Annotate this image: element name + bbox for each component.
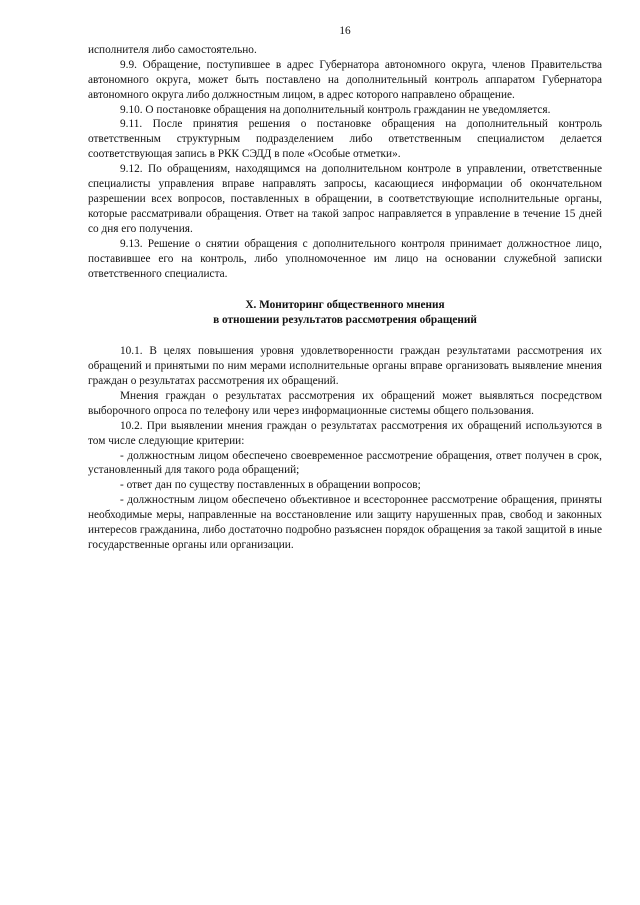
paragraph-9-9: 9.9. Обращение, поступившее в адрес Губернатора автономного округа, членов Правительства автономного округа, может быть поставлено на дополнительный контроль аппаратом Губернатора автономного округа либо должностным лицом, в адрес которого направлено обращение.: [88, 58, 602, 101]
document-page: [88, 24, 602, 553]
paragraph-10-2: 10.2. При выявлении мнения граждан о результатах рассмотрения их обращений используются в том числе следующие критерии:: [88, 419, 602, 447]
paragraph: исполнителя либо самостоятельно.: [88, 43, 257, 56]
paragraph-9-11: 9.11. После принятия решения о постановке обращения на дополнительный контроль ответственным структурным подразделением либо ответственным специалистом делается соответствующая запись в РКК СЭДД в поле «Особые отметки».: [88, 118, 602, 161]
page-number: 16: [339, 25, 351, 37]
paragraph: Мнения граждан о результатах рассмотрения их обращений может выявляться посредством выборочного опроса по телефону или через информационные системы общего пользования.: [88, 389, 602, 417]
paragraph-10-1: 10.1. В целях повышения уровня удовлетворенности граждан результатами рассмотрения их обращений и принятыми по ним мерами исполнительные органы вправе организовать выявление мнения граждан о результатах рассмотрения их обращений.: [88, 345, 602, 388]
section-heading-line-2: в отношении результатов рассмотрения обращений: [213, 314, 477, 327]
list-item: - должностным лицом обеспечено своевременное рассмотрение обращения, ответ получен в срок, установленный для такого рода обращений;: [88, 449, 602, 477]
paragraph-9-13: 9.13. Решение о снятии обращения с дополнительного контроля принимает должностное лицо, поставившее его на контроль, либо уполномоченное им лицо на основании служебной записки ответственного специалиста.: [88, 237, 602, 280]
section-heading: [88, 298, 602, 328]
list-item: - ответ дан по существу поставленных в обращении вопросов;: [120, 479, 421, 492]
list-item: - должностным лицом обеспечено объективное и всестороннее рассмотрение обращения, приняты необходимые меры, направленные на восстановление или защиту нарушенных прав, свобод и законных интересов гражданина, либо достаточно подробно разъяснен порядок обращения за такой защитой в иные государственные органы или организации.: [88, 494, 602, 551]
paragraph-9-12: 9.12. По обращениям, находящимся на дополнительном контроле в управлении, ответственные специалисты управления вправе направлять запросы, касающиеся информации об окончательном разрешении всех вопросов, поставленных в обращении, в соответствующие исполнительные органы, которые рассматривали обращения. Ответ на такой запрос направляется в управление в течение 15 дней со дня его получения.: [88, 163, 602, 235]
section-x-body: [88, 344, 602, 553]
paragraph-9-10: 9.10. О постановке обращения на дополнительный контроль гражданин не уведомляется.: [120, 103, 551, 116]
section-heading-line-1: X. Мониторинг общественного мнения: [245, 299, 445, 312]
section-ix-continuation: [88, 43, 602, 282]
